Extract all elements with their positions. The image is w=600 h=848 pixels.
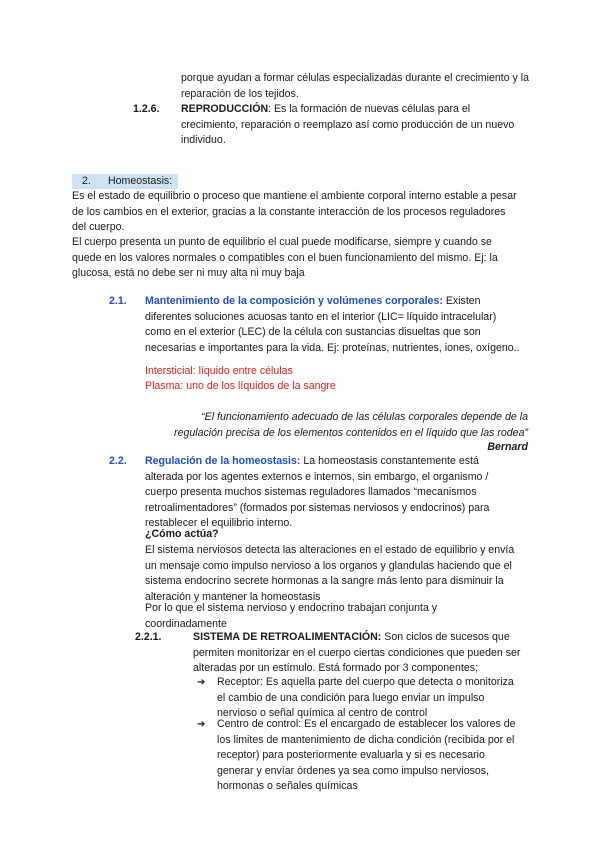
section-2-2-paragraph <box>145 454 520 532</box>
how-it-acts-question: ¿Cómo actúa? <box>145 528 219 540</box>
bullet-control-center: Centro de control: Es el encargado de establecer los valores de los limites de mantenimiento de dicha condición (recibida por el receptor) para posteriormente evaluarla y si es necesario generar y envíar órdenes ya sea como impulso nerviosos, hormonas o señales químicas <box>217 718 516 792</box>
bullet-arrow-icon: ➔ <box>197 677 206 688</box>
section-2-paragraph-2: El cuerpo presenta un punto de equilibrio el cual puede modificarse, siempre y cuando se quede en los valores normales o compatibles con el buen funcionamiento del mismo. Ej: la glucosa, está no debe ser ni muy alta ni muy baja <box>72 236 498 279</box>
section-1-2-6-number: 1.2.6. <box>133 103 160 115</box>
section-2-title: Homeostasis: <box>108 175 173 187</box>
section-1-2-6-paragraph <box>181 102 521 149</box>
interstitial-note: Intersticial: líquido entre células <box>145 365 293 377</box>
section-2-2-paragraph-2: El sistema nerviosos detecta las alteraciones en el estado de equilibrio y envía un mensaje como impulso nervioso a los organos y glandulas haciendo que el sistema endocrino secrete hormonas a la sangre más lento para disminuir la alteración y mantener la homeostasis <box>145 544 515 603</box>
section-2-2-number: 2.2. <box>109 455 127 467</box>
bullet-arrow-icon: ➔ <box>197 719 206 730</box>
section-2-2-1-paragraph <box>193 630 523 677</box>
section-2-2-1-number: 2.2.1. <box>135 631 162 643</box>
section-2-1-paragraph <box>145 294 520 356</box>
section-2-1-number: 2.1. <box>109 295 127 307</box>
bernard-quote: “El funcionamiento adecuado de las células corporales depende de la regulación precisa de los elementos contenidos en el líquido que las rodea” <box>174 411 528 439</box>
bullet-receptor: Receptor: Es aquella parte del cuerpo que detecta o monitoriza el cambio de una condición para luego enviar un impulso nervioso o señal química al centro de control <box>217 676 514 719</box>
section-2-number: 2. <box>82 175 91 187</box>
section-2-2-1-title: SISTEMA DE RETROALIMENTACIÓN: <box>193 631 382 643</box>
quote-author: Bernard <box>487 441 528 453</box>
section-1-2-5-continuation: porque ayudan a formar células especializadas durante el crecimiento y la reparación de los tejidos. <box>181 72 530 100</box>
section-2-2-1-text: Son ciclos de sucesos que permiten monitorizar en el cuerpo ciertas condiciones que pueden ser alteradas por un estímulo. Está formado por 3 componentes; <box>193 631 521 674</box>
section-2-paragraph-1: Es el estado de equilibrio o proceso que mantiene el ambiente corporal interno estable a pesar de los cambios en el exterior, gracias a la constante interacción de los procesos reguladores del cuerpo. <box>72 190 517 233</box>
section-1-2-6-title: REPRODUCCIÓN <box>181 103 269 115</box>
section-2-2-paragraph-3: Por lo que el sistema nervioso y endocrino trabajan conjunta y coordinadamente <box>145 602 438 630</box>
section-1-2-6-text: : Es la formación de nuevas células para el crecimiento, reparación o reemplazo así como producción de un nuevo individuo. <box>181 103 515 146</box>
section-2-1-title: Mantenimiento de la composición y volúmenes corporales: <box>145 295 443 307</box>
section-2-1-text: Existen diferentes soluciones acuosas tanto en el interior (LIC= líquido intracelular) como en el exterior (LEC) de la célula con sustancias disueltas que son necesarias e importantes para la vida. Ej: proteínas, nutrientes, iones, oxígeno.. <box>145 295 520 354</box>
section-2-2-title: Regulación de la homeostasis: <box>145 455 301 467</box>
plasma-note: Plasma: uno de los líquidos de la sangre <box>145 380 336 392</box>
section-2-2-text: La homeostasis constantemente está alterada por los agentes externos e internos, sin embargo, el organismo / cuerpo presenta muchos sistemas reguladores llamados “mecanismos retroalimentadores” (formados por sistemas nerviosos y endocrinos) para restablecer el equilibrio interno. <box>145 455 490 529</box>
